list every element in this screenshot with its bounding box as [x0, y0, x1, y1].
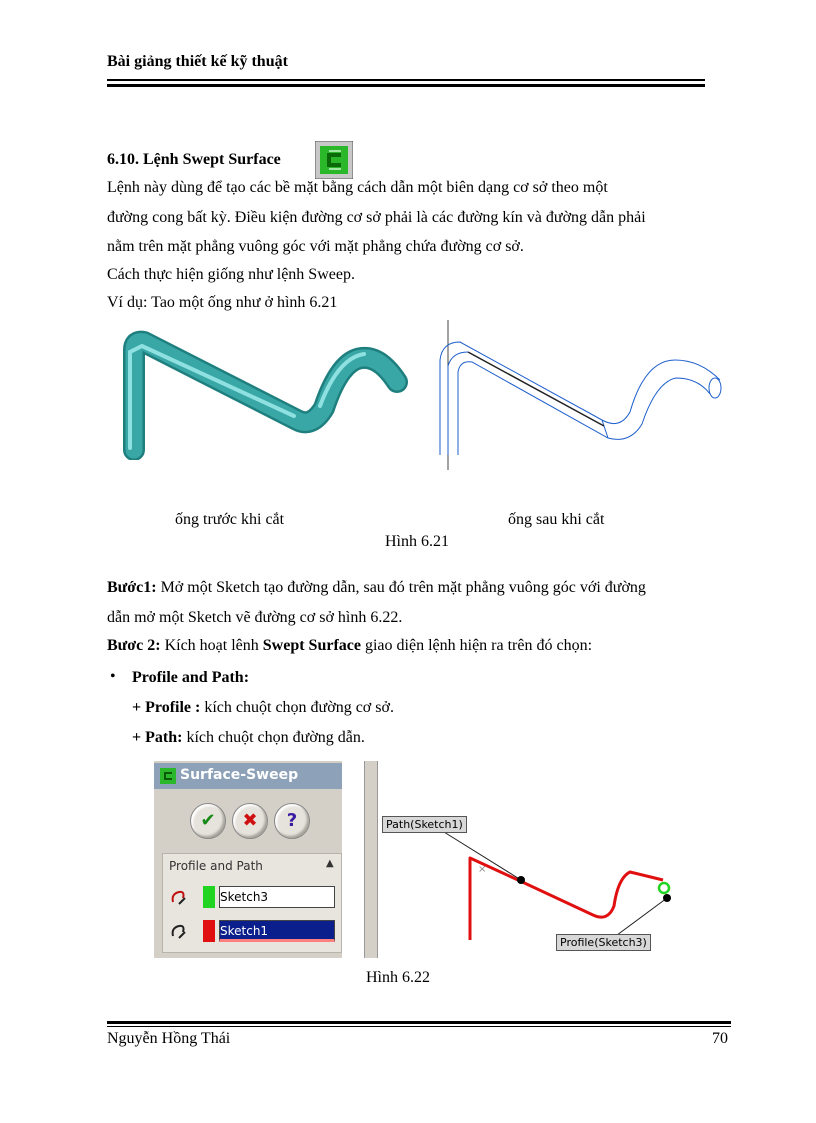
- bullet-symbol: •: [110, 668, 116, 685]
- profile-selection-icon: [169, 886, 193, 908]
- step1-line-2: dẫn mở một Sketch vẽ đường cơ sở hình 6.22.: [107, 609, 403, 626]
- footer-page-number: 70: [712, 1030, 728, 1047]
- surface-sweep-panel: [154, 761, 342, 958]
- group-title: Profile and Path: [169, 859, 263, 873]
- step2-label: Bươc 2:: [107, 637, 161, 654]
- example-line: Ví dụ: Tao một ống như ở hình 6.21: [107, 294, 338, 311]
- panel-splitter[interactable]: [364, 761, 378, 958]
- footer-author: Nguyễn Hồng Thái: [107, 1030, 231, 1047]
- profile-line: [132, 698, 394, 718]
- path-line: [132, 728, 365, 748]
- sweep-icon: [160, 768, 176, 784]
- panel-title-bar: [154, 763, 342, 789]
- swept-surface-icon: [315, 141, 353, 179]
- step2-text-a: Kích hoạt lênh: [160, 637, 263, 654]
- profile-color-swatch: [203, 886, 215, 908]
- caption-after-cut: ống sau khi cắt: [508, 511, 605, 528]
- step2-text-b: giao diện lệnh hiện ra trên đó chọn:: [360, 637, 593, 654]
- bullet-title: Profile and Path:: [132, 669, 250, 686]
- profile-and-path-group: [162, 853, 342, 953]
- path-text: kích chuột chọn đường dẫn.: [182, 729, 365, 746]
- path-prefix: + Path:: [132, 729, 183, 746]
- step1-text-1: Mở một Sketch tạo đường dẫn, sau đó trên mặt phẳng vuông góc với đường: [156, 579, 646, 596]
- footer-rule-bottom: [107, 1026, 731, 1027]
- ok-button[interactable]: ✔: [190, 803, 226, 839]
- step2-command: Swept Surface: [262, 637, 361, 654]
- document-header-title: Bài giảng thiết kế kỹ thuật: [107, 53, 288, 70]
- figure-6-22-caption: Hình 6.22: [366, 969, 430, 986]
- cancel-button[interactable]: ✖: [232, 803, 268, 839]
- help-button[interactable]: ?: [274, 803, 310, 839]
- collapse-icon[interactable]: ▲: [326, 858, 334, 869]
- caption-before-cut: ống trước khi cắt: [175, 511, 285, 528]
- path-callout-label: Path(Sketch1): [382, 816, 467, 833]
- path-selection-icon: [169, 920, 193, 942]
- path-color-swatch: [203, 920, 215, 942]
- header-rule-bottom: [107, 84, 705, 87]
- paragraph-line-1: Lệnh này dùng để tạo các bề mặt bằng cách dẫn một biên dạng cơ sở theo một: [107, 179, 608, 196]
- footer-rule-top: [107, 1021, 731, 1024]
- path-field[interactable]: Sketch1: [219, 920, 335, 942]
- method-line: Cách thực hiện giống như lệnh Sweep.: [107, 266, 355, 283]
- step1-line-1: [107, 578, 646, 598]
- profile-text: kích chuột chọn đường cơ sở.: [200, 699, 394, 716]
- section-heading: 6.10. Lệnh Swept Surface: [107, 151, 281, 168]
- paragraph-line-3: nằm trên mặt phẳng vuông góc với mặt phẳng chứa đường cơ sở.: [107, 238, 524, 255]
- panel-title: Surface-Sweep: [180, 767, 299, 783]
- step2-line: [107, 636, 592, 656]
- header-rule-top: [107, 79, 705, 81]
- tube-before-cut-image: [112, 320, 412, 460]
- profile-prefix: + Profile :: [132, 699, 201, 716]
- tube-after-cut-image: [430, 320, 730, 470]
- step1-label: Bước1:: [107, 579, 157, 596]
- profile-callout-label: Profile(Sketch3): [556, 934, 651, 951]
- profile-field[interactable]: Sketch3: [219, 886, 335, 908]
- svg-text:×: ×: [478, 864, 487, 875]
- paragraph-line-2: đường cong bất kỳ. Điều kiện đường cơ sở phải là các đường kín và đường dẫn phải: [107, 209, 646, 226]
- figure-6-21-caption: Hình 6.21: [385, 533, 449, 550]
